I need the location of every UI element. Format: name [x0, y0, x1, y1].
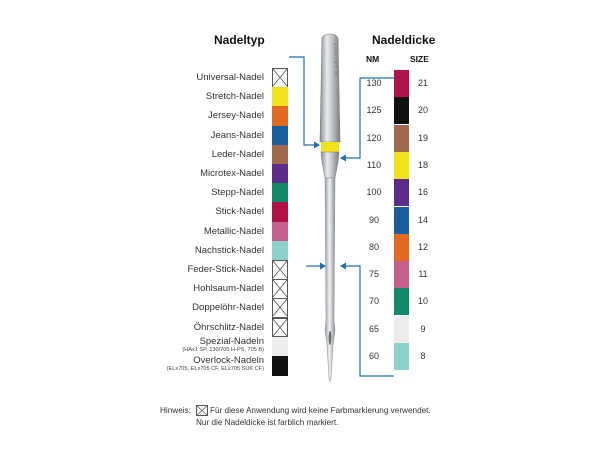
needle-blade	[325, 178, 335, 382]
needle-type-label: Universal-Nadel	[196, 72, 264, 83]
size-nm-value: 65	[368, 323, 379, 334]
size-nm-value: 80	[368, 241, 379, 252]
size-band-connector-line	[346, 78, 394, 158]
needle-type-label: Stepp-Nadel	[211, 187, 264, 199]
needle-type-label: Stretch-Nadel	[205, 91, 264, 103]
needle-type-label: Overlock-Nadeln	[193, 355, 264, 366]
size-us-value: 11	[418, 269, 428, 280]
size-us-value: 21	[417, 78, 428, 88]
size-us-value: 12	[417, 241, 428, 252]
size-nm-value: 100	[366, 187, 382, 198]
size-band-connector-arrowhead	[340, 155, 346, 162]
size-nm-value: 90	[368, 214, 379, 225]
needle-type-label: Leder-Nadel	[211, 148, 264, 160]
size-us-value: 14	[417, 214, 428, 225]
needle-type-models: (HAx1 SP, 130/705 H-PS, 705 B)	[182, 346, 264, 353]
needle-type-band	[321, 142, 339, 152]
size-blade-connector-line	[346, 266, 394, 376]
needle-type-label: Microtex-Nadel	[200, 168, 264, 179]
size-nm-value: 75	[368, 269, 379, 280]
size-nm-value: 110	[366, 159, 382, 170]
blade-pointer-arrowhead	[320, 263, 326, 270]
note-line-2: Nur die Nadeldicke ist farblich markiert.	[196, 418, 339, 427]
note-crossed-box-icon	[197, 406, 208, 416]
needle-eye	[329, 331, 332, 345]
note-prefix: Hinweis:	[160, 406, 191, 415]
type-connector-line	[289, 57, 314, 145]
needle-type-label: Hohlsaum-Nadel	[193, 283, 264, 295]
needle-shank	[320, 34, 340, 142]
needle-size-heading: Nadeldicke	[372, 33, 436, 47]
needle-type-label: Stick-Nadel	[215, 206, 264, 218]
needle-type-label: Jersey-Nadel	[208, 110, 264, 122]
needle-type-label: Metallic-Nadel	[203, 225, 264, 237]
note-line-1: Für diese Anwendung wird keine Farbmarkierung verwendet.	[210, 406, 431, 415]
needle-shank-imprint: 130/705 H	[332, 42, 339, 77]
size-us-value: 9	[420, 323, 426, 334]
needle-type-label: Spezial-Nadeln	[199, 335, 264, 347]
nm-column-header: NM	[366, 54, 380, 64]
needle-type-models: (ELx705, ELx705 CF, ELx705 SUK CF)	[166, 366, 264, 372]
needle-type-label: Nachstick-Nadel	[194, 244, 264, 256]
needle-type-label: Feder-Stick-Nadel	[187, 264, 264, 275]
size-nm-value: 120	[366, 132, 382, 143]
size-nm-value: 130	[366, 78, 382, 88]
size-column-header: SIZE	[410, 54, 429, 64]
size-nm-value: 70	[368, 296, 379, 307]
needle-type-label: Doppelöhr-Nadel	[192, 302, 264, 314]
type-connector-arrowhead	[314, 142, 320, 149]
connector-arrows	[289, 57, 394, 376]
needle-type-heading: Nadeltyp	[214, 33, 265, 47]
size-us-value: 19	[417, 132, 428, 143]
needle-cone	[321, 152, 339, 178]
size-nm-value: 60	[368, 351, 379, 361]
size-us-value: 16	[417, 187, 428, 198]
size-blade-connector-arrowhead	[340, 263, 346, 270]
size-us-value: 18	[417, 159, 428, 170]
size-us-value: 20	[417, 105, 428, 116]
needle-type-label: Öhrschlitz-Nadel	[193, 321, 264, 333]
needle-type-label: Jeans-Nadel	[210, 129, 264, 141]
size-us-value: 10	[417, 296, 428, 307]
size-nm-value: 125	[366, 105, 382, 116]
size-us-value: 8	[420, 351, 426, 361]
